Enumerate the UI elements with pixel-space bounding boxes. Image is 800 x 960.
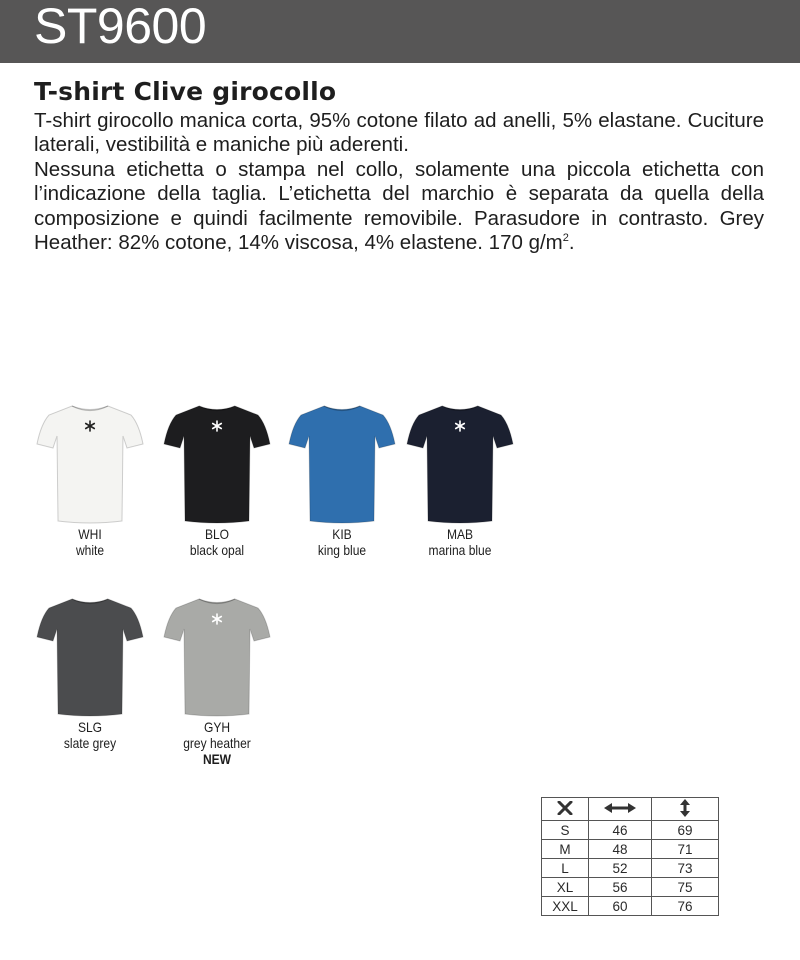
header-bar (0, 0, 800, 63)
tshirt-image (162, 400, 272, 526)
size-cell-length: 73 (652, 859, 719, 878)
table-row (542, 821, 719, 840)
table-row (542, 897, 719, 916)
product-title: T-shirt Clive girocollo (34, 77, 337, 106)
size-cell-size: M (542, 840, 589, 859)
color-name: grey heather (183, 735, 251, 751)
size-cell-width: 46 (589, 821, 652, 840)
size-cell-length: 69 (652, 821, 719, 840)
size-cell-width: 56 (589, 878, 652, 897)
size-cell-size: XL (542, 878, 589, 897)
size-table-header (542, 798, 719, 821)
color-code: MAB (446, 526, 474, 542)
description-text: Nessuna etichetta o stampa nel collo, solamente una piccola etichetta con l’indicazione della taglia. L’etichetta del marchio è separata da quella della composizione e quindi facilmente removibile. Parasudore in contrasto. Grey Heather: 82% cotone, 14% viscosa, 4% elastene. 170 g/m (34, 157, 764, 255)
description-paragraph-1: T-shirt girocollo manica corta, 95% cotone filato ad anelli, 5% elastane. Cuciture laterali, vestibilità e maniche più aderenti. (34, 109, 764, 157)
new-badge: NEW (202, 751, 232, 767)
color-swatch-blo (162, 400, 272, 558)
tshirt-image (405, 400, 515, 526)
tshirt-image (287, 400, 397, 526)
size-cell-length: 71 (652, 840, 719, 859)
color-name: slate grey (63, 735, 117, 751)
color-swatch-mab (405, 400, 515, 558)
color-name: marina blue (428, 542, 492, 558)
tshirt-image (162, 593, 272, 719)
size-cell-width: 52 (589, 859, 652, 878)
table-row (542, 878, 719, 897)
height-arrow-icon (652, 798, 719, 821)
color-swatch-kib (287, 400, 397, 558)
size-cell-size: L (542, 859, 589, 878)
color-swatch-whi (35, 400, 145, 558)
color-name: black opal (189, 542, 245, 558)
color-code: BLO (204, 526, 230, 542)
tshirt-image (35, 593, 145, 719)
superscript: 2 (562, 232, 569, 245)
product-description (34, 109, 764, 255)
product-code: ST9600 (34, 0, 207, 54)
color-code: WHI (78, 526, 102, 542)
description-paragraph-2 (34, 158, 764, 256)
size-table (541, 797, 719, 916)
size-cell-width: 48 (589, 840, 652, 859)
color-code: GYH (203, 719, 231, 735)
size-cell-size: S (542, 821, 589, 840)
cross-icon (542, 798, 589, 821)
width-arrow-icon (589, 798, 652, 821)
size-cell-length: 75 (652, 878, 719, 897)
tshirt-image (35, 400, 145, 526)
size-cell-length: 76 (652, 897, 719, 916)
size-cell-size: XXL (542, 897, 589, 916)
color-swatch-slg (35, 593, 145, 751)
color-name: white (75, 542, 105, 558)
size-cell-width: 60 (589, 897, 652, 916)
color-code: SLG (77, 719, 103, 735)
table-row (542, 859, 719, 878)
table-row (542, 840, 719, 859)
color-swatch-gyh (162, 593, 272, 767)
description-end: . (568, 231, 575, 255)
color-name: king blue (317, 542, 367, 558)
color-code: KIB (332, 526, 352, 542)
